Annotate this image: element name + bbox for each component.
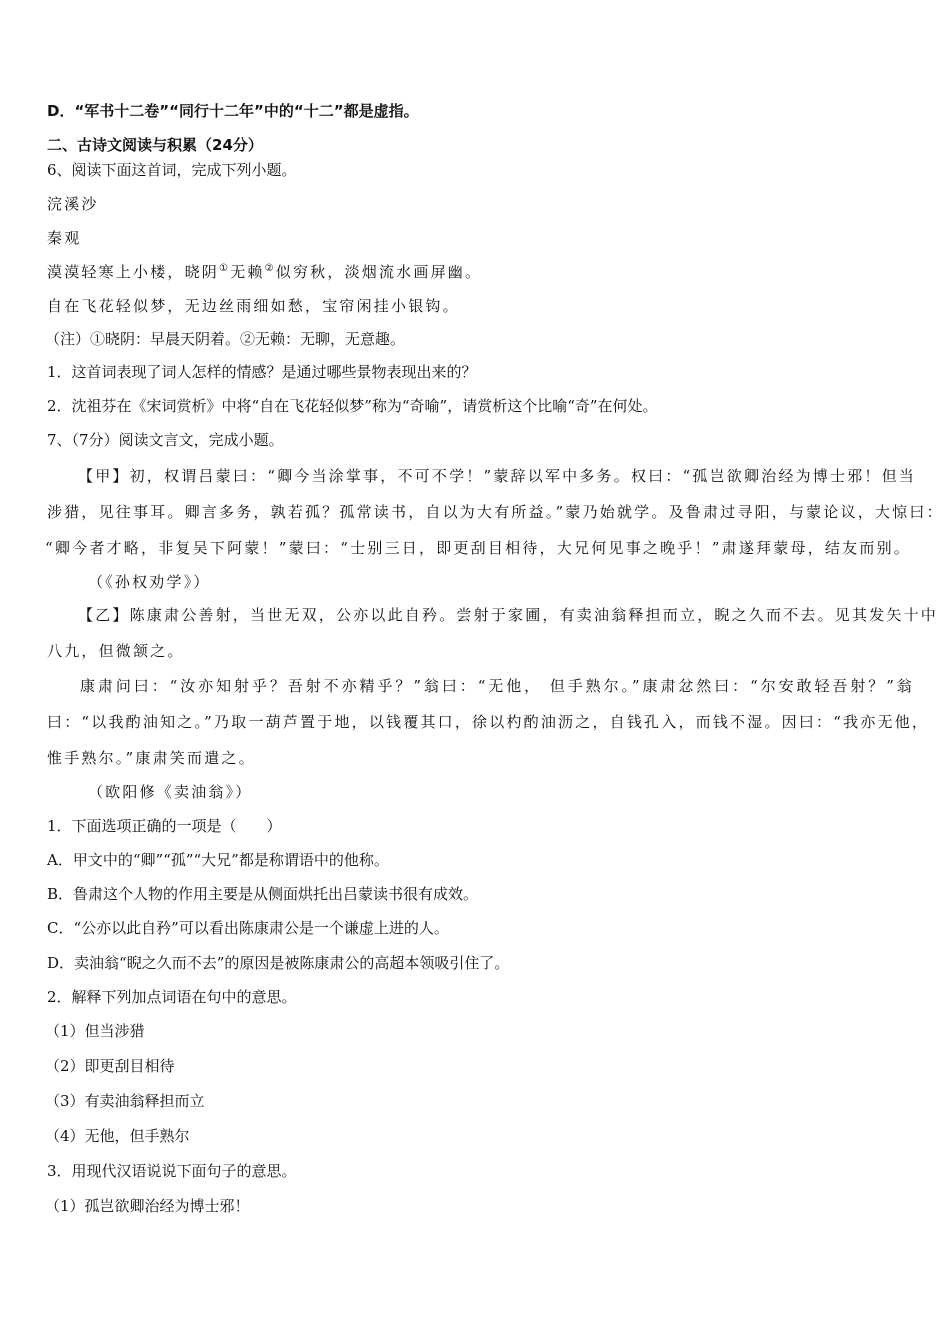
passage-jia-line-1: 【甲】初，权谓吕蒙曰：“卿今当涂掌事，不可不学！”蒙辞以军中多务。权曰：“孤岂欲卿治经为博士邪！但当 bbox=[78, 467, 917, 485]
passage-yi-line-2: 八九，但微颔之。 bbox=[47, 642, 185, 660]
poem-notes: （注）①晓阴：早晨天阴着。②无赖：无聊，无意趣。 bbox=[45, 330, 406, 348]
q7-option-a: A．甲文中的“卿”“孤”“大兄”都是称谓语中的他称。 bbox=[47, 851, 389, 869]
poem-line-2: 自在飞花轻似梦，无边丝雨细如愁，宝帘闲挂小银钩。 bbox=[47, 297, 460, 315]
passage-yi-line-4: 曰：“以我酌油知之。”乃取一葫芦置于地，以钱覆其口，徐以杓酌油沥之，自钱孔入，而钱不湿。因曰：“我亦无他， bbox=[47, 713, 930, 731]
poem-line-1-part2: 无赖 bbox=[230, 263, 265, 281]
passage-yi-line-5: 惟手熟尔。”康肃笑而遣之。 bbox=[47, 749, 256, 767]
q6-sub-question-1: 1．这首词表现了词人怎样的情感？是通过哪些景物表现出来的？ bbox=[47, 363, 477, 381]
q7-sub-question-2-stem: 2．解释下列加点词语在句中的意思。 bbox=[47, 988, 297, 1006]
q7-intro: 7、（7分）阅读文言文，完成小题。 bbox=[47, 431, 284, 449]
poem-title: 浣溪沙 bbox=[47, 195, 99, 213]
passage-yi-line-3: 康肃问曰：“汝亦知射乎？吾射不亦精乎？”翁曰：“无他， 但手熟尔。”康肃忿然曰：“尔安敢轻吾射？”翁 bbox=[80, 677, 914, 695]
q7-sub-question-3-item-1: （1）孤岂欲卿治经为博士邪！ bbox=[45, 1197, 250, 1215]
q7-sub-question-1-stem: 1．下面选项正确的一项是（ ） bbox=[47, 817, 282, 835]
footnote-marker-2: ② bbox=[264, 263, 276, 274]
q6-sub-question-2: 2．沈祖芬在《宋词赏析》中将“自在飞花轻似梦”称为“奇喻”，请赏析这个比喻“奇”在何处。 bbox=[47, 397, 658, 415]
q7-option-c: C．“公亦以此自矜”可以看出陈康肃公是一个谦虚上进的人。 bbox=[47, 919, 449, 937]
poem-author: 秦观 bbox=[47, 229, 82, 247]
q7-sub-question-2-item-4: （4）无他，但手熟尔 bbox=[45, 1127, 190, 1145]
passage-yi-line-1: 【乙】陈康肃公善射，当世无双，公亦以此自矜。尝射于家圃，有卖油翁释担而立，睨之久而不去。见其发矢十中 bbox=[78, 606, 939, 624]
poem-line-1-part1: 漠漠轻寒上小楼，晓阴 bbox=[47, 263, 220, 281]
q7-sub-question-2-item-3: （3）有卖油翁释担而立 bbox=[45, 1092, 205, 1110]
q7-sub-question-2-item-2: （2）即更刮目相待 bbox=[45, 1057, 175, 1075]
poem-line-1-part3: 似穷秋，淡烟流水画屏幽。 bbox=[275, 263, 483, 281]
q7-option-b: B．鲁肃这个人物的作用主要是从侧面烘托出吕蒙读书很有成效。 bbox=[47, 885, 479, 903]
passage-yi-source: （欧阳修《卖油翁》） bbox=[88, 783, 253, 801]
passage-jia-line-3: “卿今者才略，非复吴下阿蒙！”蒙曰：“士别三日，即更刮目相待，大兄何见事之晚乎！”肃遂拜蒙母，结友而别。 bbox=[45, 539, 911, 557]
passage-jia-line-2: 涉猎，见往事耳。卿言多务，孰若孤？孤常读书，自以为大有所益。”蒙乃始就学。及鲁肃过寻阳，与蒙论议，大惊曰： bbox=[47, 503, 944, 521]
q7-sub-question-3-stem: 3．用现代汉语说说下面句子的意思。 bbox=[47, 1162, 297, 1180]
footnote-marker-1: ① bbox=[219, 263, 231, 274]
q7-sub-question-2-item-1: （1）但当涉猎 bbox=[45, 1022, 145, 1040]
poem-line-1 bbox=[47, 262, 482, 282]
section-heading: 二、古诗文阅读与积累（24分） bbox=[47, 136, 263, 154]
q6-intro: 6、阅读下面这首词，完成下列小题。 bbox=[47, 161, 297, 179]
q7-option-d: D．卖油翁“睨之久而不去”的原因是被陈康肃公的高超本领吸引住了。 bbox=[47, 954, 510, 972]
prev-option-d: D．“军书十二卷”“同行十二年”中的“十二”都是虚指。 bbox=[47, 102, 419, 120]
passage-jia-source: （《孙权劝学》） bbox=[88, 573, 211, 591]
